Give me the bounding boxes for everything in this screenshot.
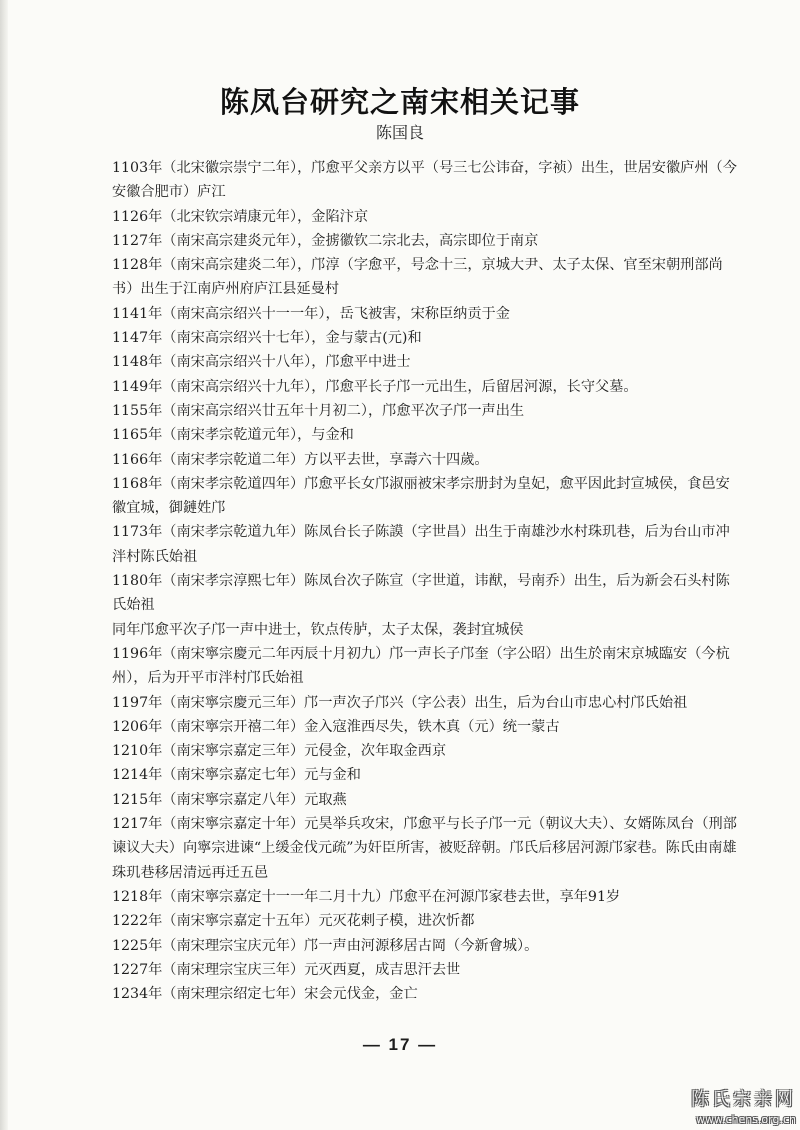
chronology-entry: 1173年（南宋孝宗乾道九年）陈凤台长子陈謨（字世昌）出生于南雄沙水村珠玑巷，后为台山市冲泮村陈氏始祖 <box>112 524 730 565</box>
chronology-entry: 1149年（南宋高宗绍兴十九年），邝愈平长子邝一元出生，后留居河源，长守父墓。 <box>112 378 638 395</box>
watermark-url: www.chens.org.cn <box>695 1113 796 1126</box>
chronology-entry: 1215年（南宋寧宗嘉定八年）元取燕 <box>112 791 347 808</box>
site-watermark <box>686 1085 796 1126</box>
chronology-entry: 1155年（南宋高宗绍兴廿五年十月初二），邝愈平次子邝一声出生 <box>112 402 525 419</box>
chronology-entry: 1165年（南宋孝宗乾道元年），与金和 <box>112 427 354 444</box>
chronology-entry: 1128年（南宋高宗建炎二年），邝淳（字愈平，号念十三，京城大尹、太子太保、官至宋朝刑部尚书）出生于江南庐州府庐江县延曼村 <box>112 257 723 298</box>
chronology-entry: 1126年（北宋钦宗靖康元年），金陷汴京 <box>112 208 369 225</box>
scan-edge <box>0 0 8 1130</box>
chronology-entry: 1180年（南宋孝宗淳熙七年）陈凤台次子陈宣（字世道，讳猷，号南乔）出生，后为新会石头村陈氏始祖 <box>112 573 730 614</box>
chronology-entry: 1206年（南宋寧宗开禧二年）金入寇淮西尽失，铁木真（元）统一蒙古 <box>112 718 560 735</box>
chronology-entry: 1234年（南宋理宗绍定七年）宋会元伐金，金亡 <box>112 986 418 1003</box>
chronology-entry: 1197年（南宋寧宗慶元三年）邝一声次子邝兴（字公表）出生，后为台山市忠心村邝氏始祖 <box>112 694 688 711</box>
watermark-site-name: 陈氏宗亲网 <box>691 1089 796 1110</box>
chronology-entry: 1147年（南宋高宗绍兴十七年），金与蒙古(元)和 <box>112 330 422 347</box>
chronology-entry: 1168年（南宋孝宗乾道四年）邝愈平长女邝淑丽被宋孝宗册封为皇妃，愈平因此封宣城侯，食邑安徽宜城，御鏈姓邝 <box>112 475 730 517</box>
chronology-entry: 1148年（南宋高宗绍兴十八年），邝愈平中进士 <box>112 354 411 371</box>
chronology-entry: 1210年（南宋寧宗嘉定三年）元侵金，次年取金西京 <box>112 743 447 760</box>
chronology-entry: 1141年（南宋高宗绍兴十一一年），岳飞被害，宋称臣纳贡于金 <box>112 305 510 322</box>
chronology-entry: 1214年（南宋寧宗嘉定七年）元与金和 <box>112 767 361 784</box>
page-number: — 17 — <box>362 1035 438 1054</box>
chronology-entry: 1227年（南宋理宗宝庆三年）元灭西夏，成吉思汗去世 <box>112 961 461 978</box>
chronology-entry: 1218年（南宋寧宗嘉定十一一年二月十九）邝愈平在河源邝家巷去世，享年91岁 <box>112 888 621 905</box>
chronology-entry: 1103年（北宋徽宗崇宁二年），邝愈平父亲方以平（号三七公讳奋，字祯）出生，世居安徽庐州（今安徽合肥市）庐江 <box>112 160 737 201</box>
chronology-entry: 1225年（南宋理宗宝庆元年）邝一声由河源移居古岡（今新會城）。 <box>112 937 539 954</box>
chronology-entry: 1127年（南宋高宗建炎元年），金掳徽钦二宗北去，高宗即位于南京 <box>112 232 539 249</box>
chronology-entry: 1166年（南宋孝宗乾道二年）方以平去世，享壽六十四歲。 <box>112 451 489 468</box>
chronology-entry: 1217年（南宋寧宗嘉定十年）元昊举兵攻宋，邝愈平与长子邝一元（朝议大夫）、女婿陈凤台（刑部谏议大夫）向寧宗进谏“上缓金伐元疏”为奸臣所害，被贬辞朝。邝氏后移居河源邝家巷。陈氏由南雄珠玑巷移居清远再迁五邑 <box>112 816 737 881</box>
chronology-entry: 1196年（南宋寧宗慶元二年丙辰十月初九）邝一声长子邝奎（字公昭）出生於南宋京城臨安（今杭州），后为开平市泮村邝氏始祖 <box>112 645 730 687</box>
author-name: 陈国良 <box>375 123 424 142</box>
chronology-entry: 1222年（南宋寧宗嘉定十五年）元灭花剌子模，进次忻都 <box>112 913 475 930</box>
page-title: 陈凤台研究之南宋相关记事 <box>219 85 580 119</box>
chronology-list <box>112 156 740 1006</box>
chronology-entry: 同年邝愈平次子邝一声中进士，钦点传胪，太子太保，袭封宜城侯 <box>112 621 524 638</box>
